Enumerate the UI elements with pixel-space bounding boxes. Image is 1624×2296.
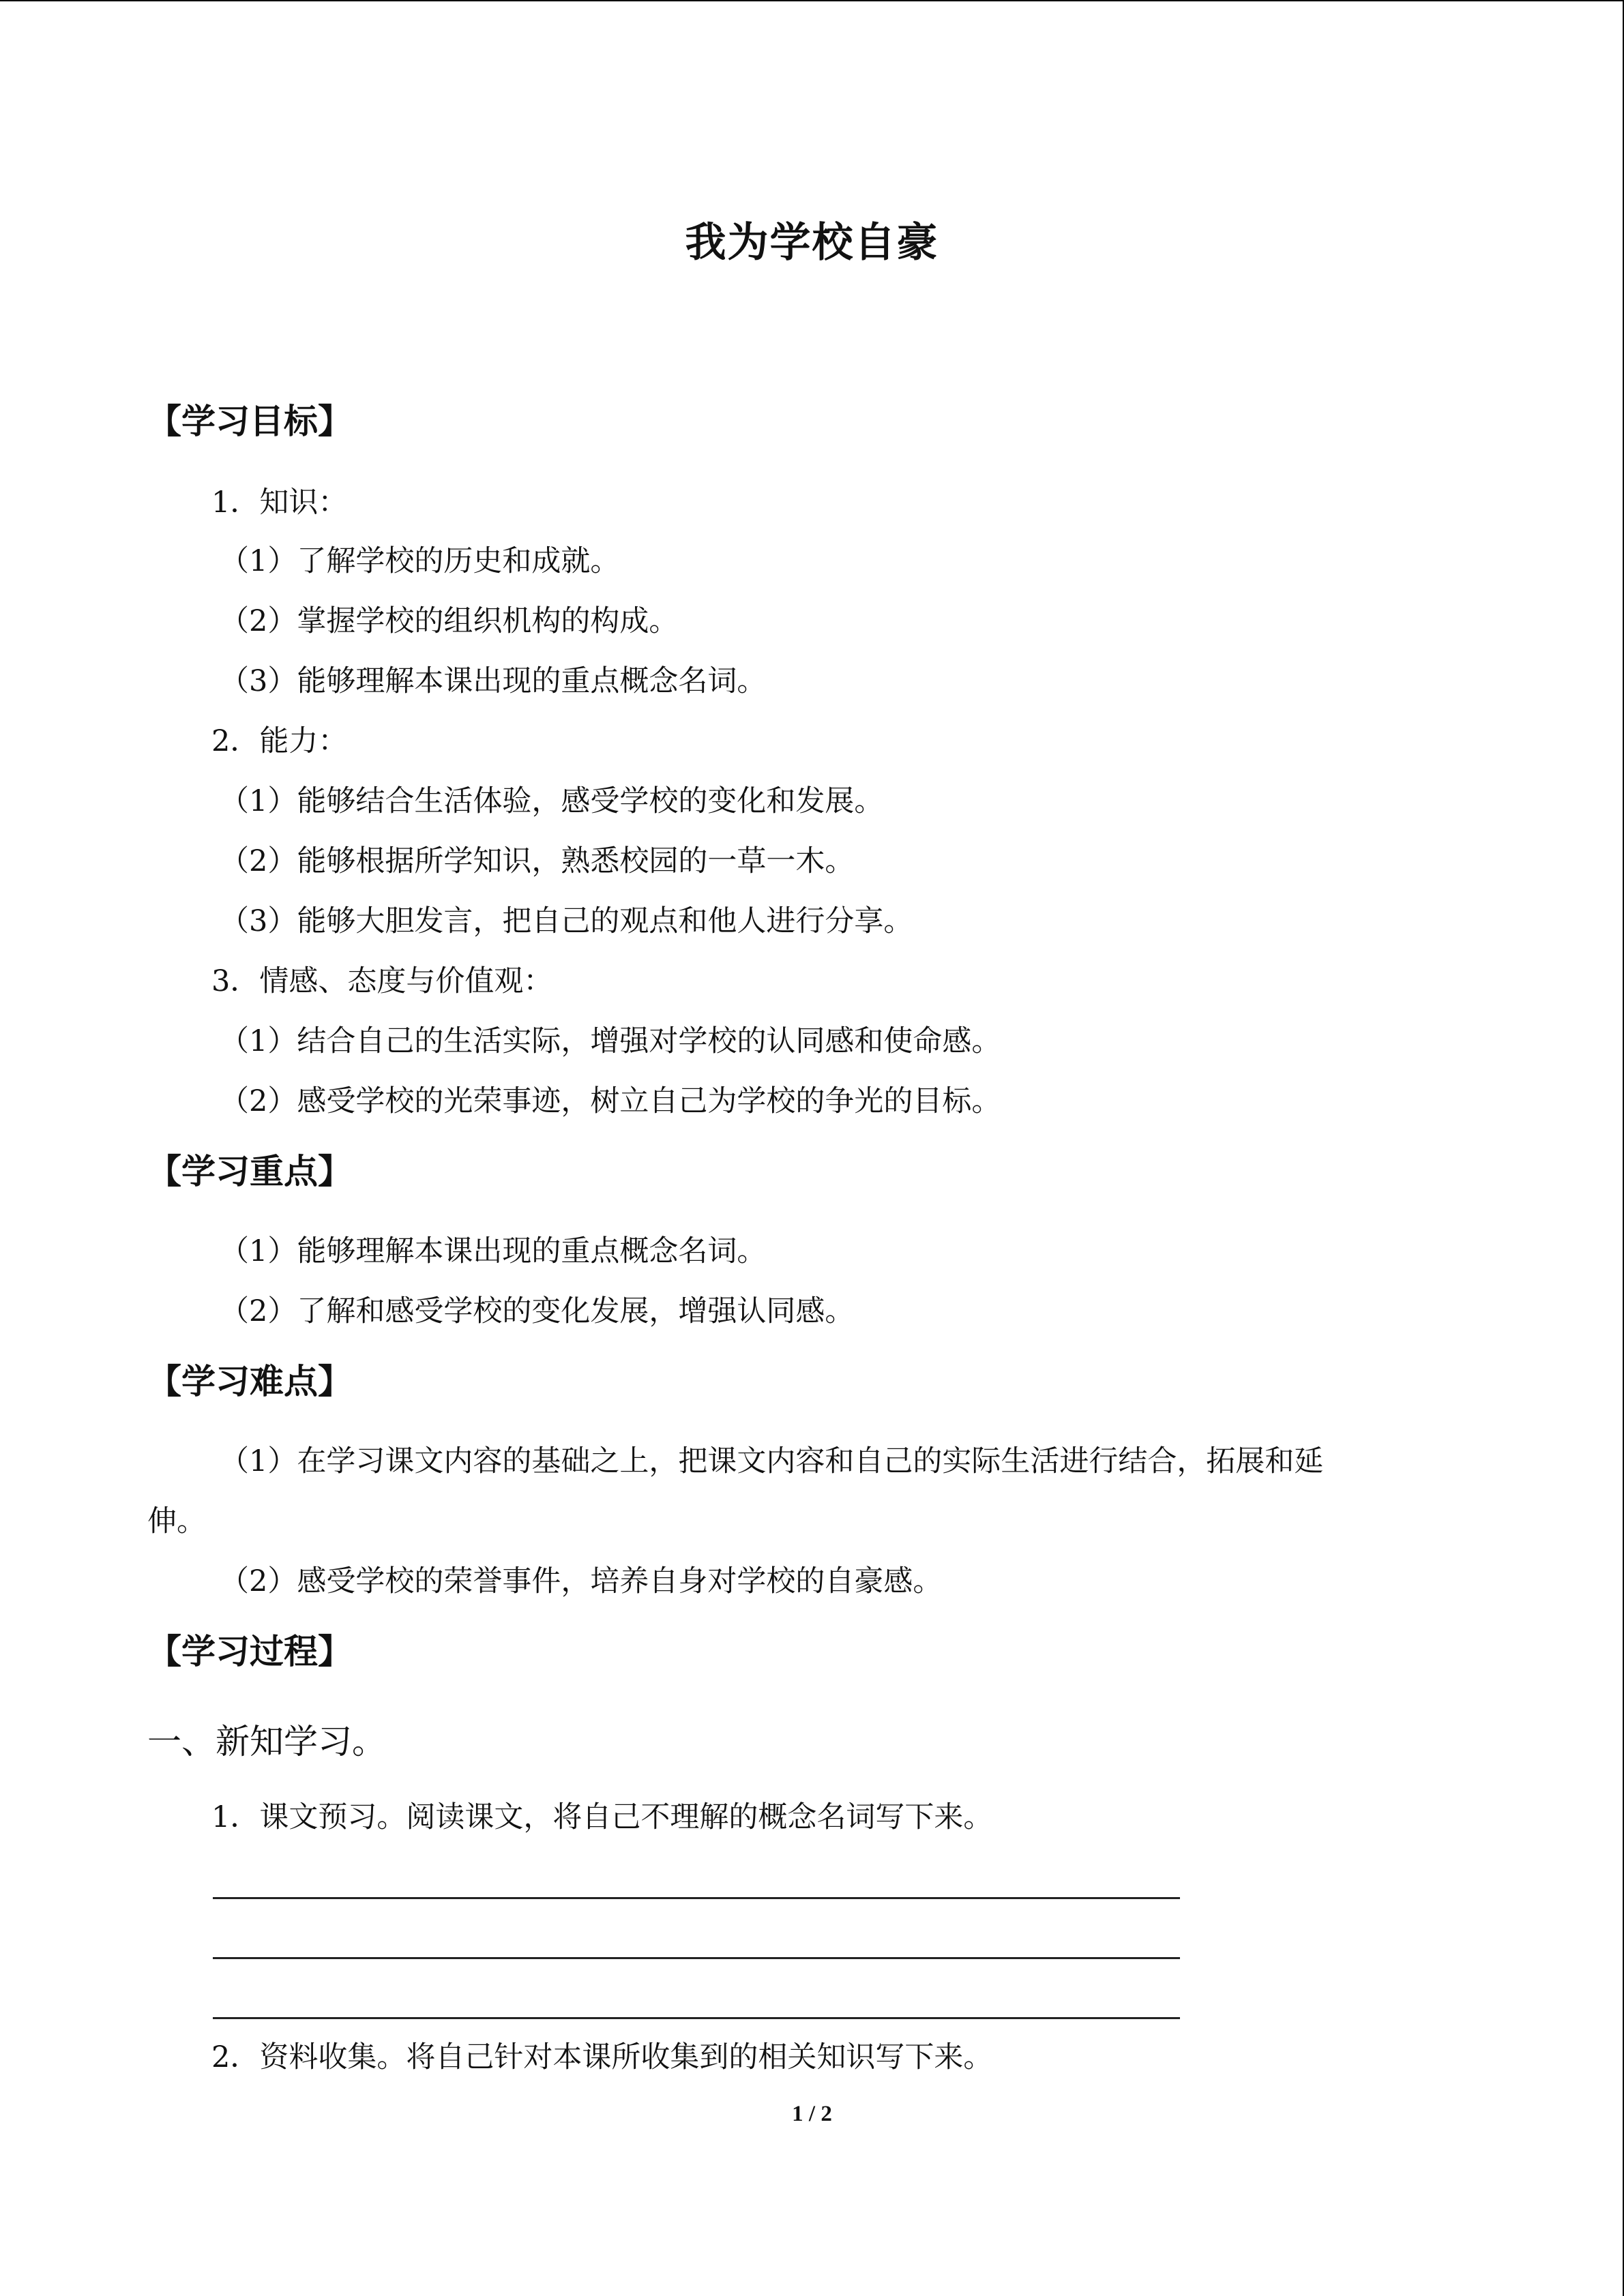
key-points-heading: 【学习重点】	[147, 1152, 352, 1191]
knowledge-item: （1）了解学校的历史和成就。	[220, 544, 620, 578]
key-point-item: （1）能够理解本课出现的重点概念名词。	[220, 1234, 767, 1268]
task-2: 2．资料收集。将自己针对本课所收集到的相关知识写下来。	[211, 2040, 993, 2074]
difficulty-item-line1: （1）在学习课文内容的基础之上，把课文内容和自己的实际生活进行结合，拓展和延	[220, 1444, 1324, 1478]
values-item: （2）感受学校的光荣事迹，树立自己为学校的争光的目标。	[220, 1084, 1001, 1118]
process-heading: 【学习过程】	[147, 1632, 352, 1671]
page-title: 我为学校自豪	[685, 219, 939, 267]
ability-item: （1）能够结合生活体验，感受学校的变化和发展。	[220, 784, 884, 818]
ability-label: 2．能力：	[211, 724, 348, 758]
objectives-heading: 【学习目标】	[147, 402, 352, 441]
page-number: 1 / 2	[792, 2102, 832, 2126]
difficulty-item: （2）感受学校的荣誉事件，培养自身对学校的自豪感。	[220, 1564, 943, 1598]
section-one-title: 一、新知学习。	[147, 1722, 386, 1761]
difficulty-item-line2: 伸。	[147, 1504, 206, 1538]
values-item: （1）结合自己的生活实际，增强对学校的认同感和使命感。	[220, 1024, 1001, 1058]
answer-line[interactable]	[213, 2017, 1180, 2019]
knowledge-item: （2）掌握学校的组织机构的构成。	[220, 604, 679, 638]
knowledge-label: 1．知识：	[211, 486, 348, 520]
ability-item: （3）能够大胆发言，把自己的观点和他人进行分享。	[220, 904, 913, 938]
difficulties-heading: 【学习难点】	[147, 1362, 352, 1401]
task-1: 1．课文预习。阅读课文，将自己不理解的概念名词写下来。	[211, 1800, 993, 1834]
ability-item: （2）能够根据所学知识，熟悉校园的一草一木。	[220, 844, 855, 878]
values-label: 3．情感、态度与价值观：	[211, 964, 553, 998]
knowledge-item: （3）能够理解本课出现的重点概念名词。	[220, 664, 767, 698]
key-point-item: （2）了解和感受学校的变化发展，增强认同感。	[220, 1294, 855, 1328]
page-border-top	[0, 0, 1624, 1]
answer-line[interactable]	[213, 1897, 1180, 1899]
answer-line[interactable]	[213, 1957, 1180, 1959]
